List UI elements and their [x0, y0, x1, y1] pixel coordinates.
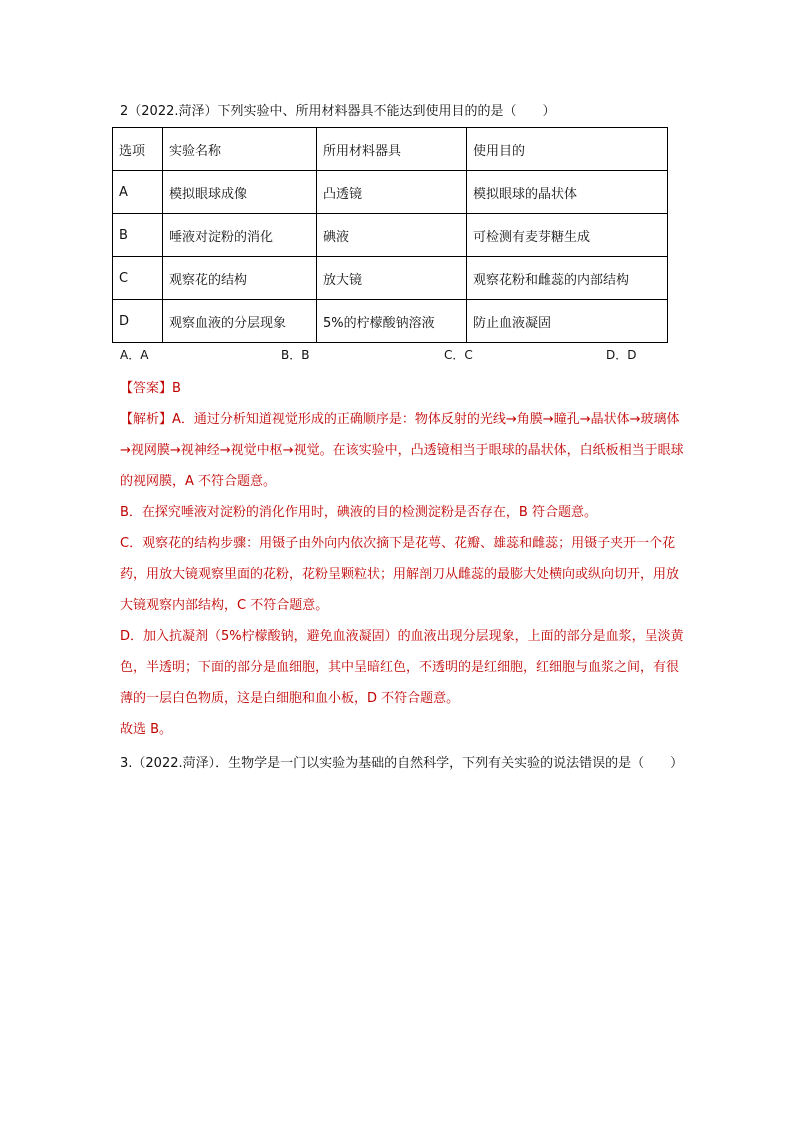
table-cell: 模拟眼球的晶状体	[467, 171, 668, 214]
table-cell: C	[113, 257, 163, 300]
table-row	[113, 214, 668, 257]
table-cell: 观察花的结构	[163, 257, 317, 300]
answer-value: B	[172, 381, 181, 396]
table-cell: 放大镜	[317, 257, 467, 300]
analysis-block	[120, 404, 688, 745]
table-cell: 5%的柠檬酸钠溶液	[317, 300, 467, 343]
option-a: A．A	[120, 348, 149, 362]
table-cell: 观察血液的分层现象	[163, 300, 317, 343]
table-header-row	[113, 128, 668, 171]
analysis-paragraph-a	[120, 404, 688, 497]
table-header-cell: 选项	[113, 128, 163, 171]
table-cell: 可检测有麦芽糖生成	[467, 214, 668, 257]
table-cell: A	[113, 171, 163, 214]
table-header-cell: 实验名称	[163, 128, 317, 171]
table-header-cell: 使用目的	[467, 128, 668, 171]
table-cell: 模拟眼球成像	[163, 171, 317, 214]
analysis-conclusion: 故选 B。	[120, 722, 173, 737]
table-row	[113, 171, 668, 214]
table-header-cell: 所用材料器具	[317, 128, 467, 171]
table-cell: 碘液	[317, 214, 467, 257]
answer-label: 【答案】	[120, 381, 173, 396]
question-3	[120, 748, 688, 779]
table-cell: 防止血液凝固	[467, 300, 668, 343]
table-cell: B	[113, 214, 163, 257]
answer-options	[0, 346, 794, 366]
table-cell: D	[113, 300, 163, 343]
option-d: D．D	[606, 348, 637, 362]
question-2-table	[112, 127, 668, 343]
option-c: C．C	[444, 348, 473, 362]
analysis-paragraph-b: B．在探究唾液对淀粉的消化作用时，碘液的目的检测淀粉是否存在，B 符合题意。	[120, 505, 597, 520]
table-cell: 唾液对淀粉的消化	[163, 214, 317, 257]
table-cell: 凸透镜	[317, 171, 467, 214]
table-cell: 观察花粉和雌蕊的内部结构	[467, 257, 668, 300]
analysis-text: A．通过分析知道视觉形成的正确顺序是：物体反射的光线→角膜→瞳孔→晶状体→玻璃体→视网膜→视神经→视觉中枢→视觉。在该实验中，凸透镜相当于眼球的晶状体，白纸板相当于眼球的视网膜，A 不符合题意。	[120, 412, 684, 489]
table-row	[113, 257, 668, 300]
table-row	[113, 300, 668, 343]
question-2-title: 2（2022.菏泽）下列实验中、所用材料器具不能达到使用目的的是（ ）	[120, 104, 556, 119]
analysis-paragraph-c: C．观察花的结构步骤：用镊子由外向内依次摘下是花萼、花瓣、雄蕊和雌蕊；用镊子夹开一个花药，用放大镜观察里面的花粉，花粉呈颗粒状；用解剖刀从雌蕊的最膨大处横向或纵向切开，用放大镜观察内部结构，C 不符合题意。	[120, 536, 680, 613]
question-3-title: 3.（2022.菏泽）．生物学是一门以实验为基础的自然科学，下列有关实验的说法错误的是（ ）	[120, 756, 684, 771]
analysis-paragraph-d: D．加入抗凝剂（5%柠檬酸钠，避免血液凝固）的血液出现分层现象，上面的部分是血浆，呈淡黄色，半透明；下面的部分是血细胞，其中呈暗红色，不透明的是红细胞，红细胞与血浆之间，有很薄的一层白色物质，这是白细胞和血小板，D 不符合题意。	[120, 629, 684, 706]
analysis-label: 【解析】	[120, 412, 173, 427]
answer-line	[120, 377, 181, 396]
option-b: B．B	[281, 348, 310, 362]
